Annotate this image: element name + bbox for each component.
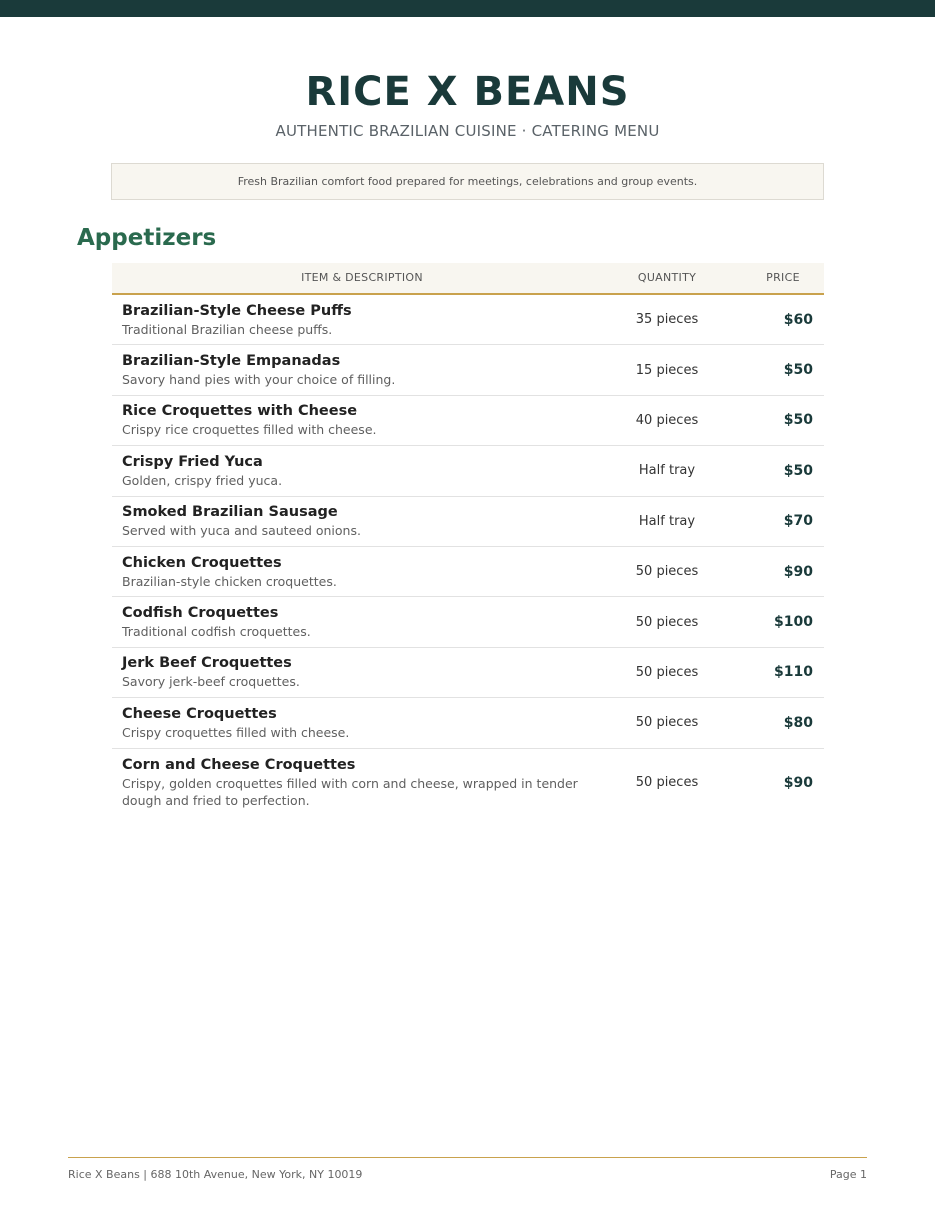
item-name: Brazilian-Style Cheese Puffs (122, 302, 352, 319)
table-row (112, 547, 824, 597)
item-description: Traditional Brazilian cheese puffs. (122, 321, 333, 337)
item-quantity: 35 pieces (635, 312, 699, 328)
item-quantity: 50 pieces (635, 614, 699, 630)
table-row (112, 396, 824, 446)
item-name: Brazilian-Style Empanadas (122, 353, 341, 370)
item-price: $90 (783, 774, 813, 791)
item-quantity: 15 pieces (635, 362, 699, 378)
item-quantity: Half tray (638, 513, 696, 529)
item-cell (112, 302, 612, 338)
table-row (112, 497, 824, 547)
brand-subtitle: AUTHENTIC BRAZILIAN CUISINE · CATERING MENU (275, 122, 660, 140)
item-name: Corn and Cheese Croquettes (122, 757, 356, 774)
item-name: Chicken Croquettes (122, 554, 282, 571)
table-row (112, 446, 824, 496)
section-title: Appetizers (77, 225, 217, 251)
item-quantity: 50 pieces (635, 664, 699, 680)
item-price: $60 (783, 311, 813, 328)
item-name: Jerk Beef Croquettes (122, 655, 292, 672)
item-cell (112, 756, 612, 809)
item-description: Crispy croquettes filled with cheese. (122, 724, 350, 740)
column-header-quantity: QUANTITY (637, 271, 697, 284)
item-description: Crispy, golden croquettes filled with corn and cheese, wrapped in tender dough and fried to perfection. (122, 776, 578, 809)
item-name: Rice Croquettes with Cheese (122, 403, 358, 420)
item-name: Cheese Croquettes (122, 705, 277, 722)
item-price: $100 (774, 614, 813, 631)
item-cell (112, 705, 612, 741)
item-name: Crispy Fried Yuca (122, 453, 263, 470)
item-price: $50 (783, 462, 813, 479)
brand-title: RICE X BEANS (305, 69, 630, 115)
table-header (112, 263, 824, 295)
menu-table (112, 263, 824, 817)
item-quantity: Half tray (638, 463, 696, 479)
table-row (112, 345, 824, 395)
item-cell (112, 402, 612, 438)
table-row (112, 698, 824, 748)
item-cell (112, 604, 612, 640)
item-quantity: 50 pieces (635, 715, 699, 731)
item-description: Golden, crispy fried yuca. (122, 472, 283, 488)
item-price: $80 (783, 714, 813, 731)
item-name: Codfish Croquettes (122, 605, 279, 622)
table-row (112, 648, 824, 698)
item-description: Savory jerk-beef croquettes. (122, 674, 300, 690)
item-cell (112, 453, 612, 489)
column-header-item: ITEM & DESCRIPTION (301, 271, 423, 284)
item-description: Served with yuca and sauteed onions. (122, 523, 361, 539)
table-row (112, 597, 824, 647)
footer-address: Rice X Beans | 688 10th Avenue, New York, NY 10019 (68, 1168, 363, 1181)
item-quantity: 50 pieces (635, 775, 699, 791)
table-row (112, 749, 824, 817)
item-description: Traditional codfish croquettes. (122, 624, 311, 640)
item-description: Crispy rice croquettes filled with cheese. (122, 422, 377, 438)
item-price: $50 (783, 362, 813, 379)
column-header-price: PRICE (766, 271, 800, 284)
item-price: $50 (783, 412, 813, 429)
item-cell (112, 554, 612, 590)
item-quantity: 50 pieces (635, 564, 699, 580)
table-row (112, 295, 824, 345)
item-quantity: 40 pieces (635, 412, 699, 428)
item-price: $90 (783, 563, 813, 580)
item-cell (112, 352, 612, 388)
item-price: $110 (774, 664, 813, 681)
item-name: Smoked Brazilian Sausage (122, 504, 338, 521)
intro-box: Fresh Brazilian comfort food prepared for meetings, celebrations and group events. (111, 163, 824, 200)
item-description: Savory hand pies with your choice of filling. (122, 372, 396, 388)
item-price: $70 (783, 513, 813, 530)
top-bar (0, 0, 935, 17)
item-description: Brazilian-style chicken croquettes. (122, 573, 337, 589)
item-cell (112, 503, 612, 539)
item-cell (112, 654, 612, 690)
page-number: Page 1 (829, 1168, 867, 1181)
footer-divider (68, 1157, 867, 1158)
